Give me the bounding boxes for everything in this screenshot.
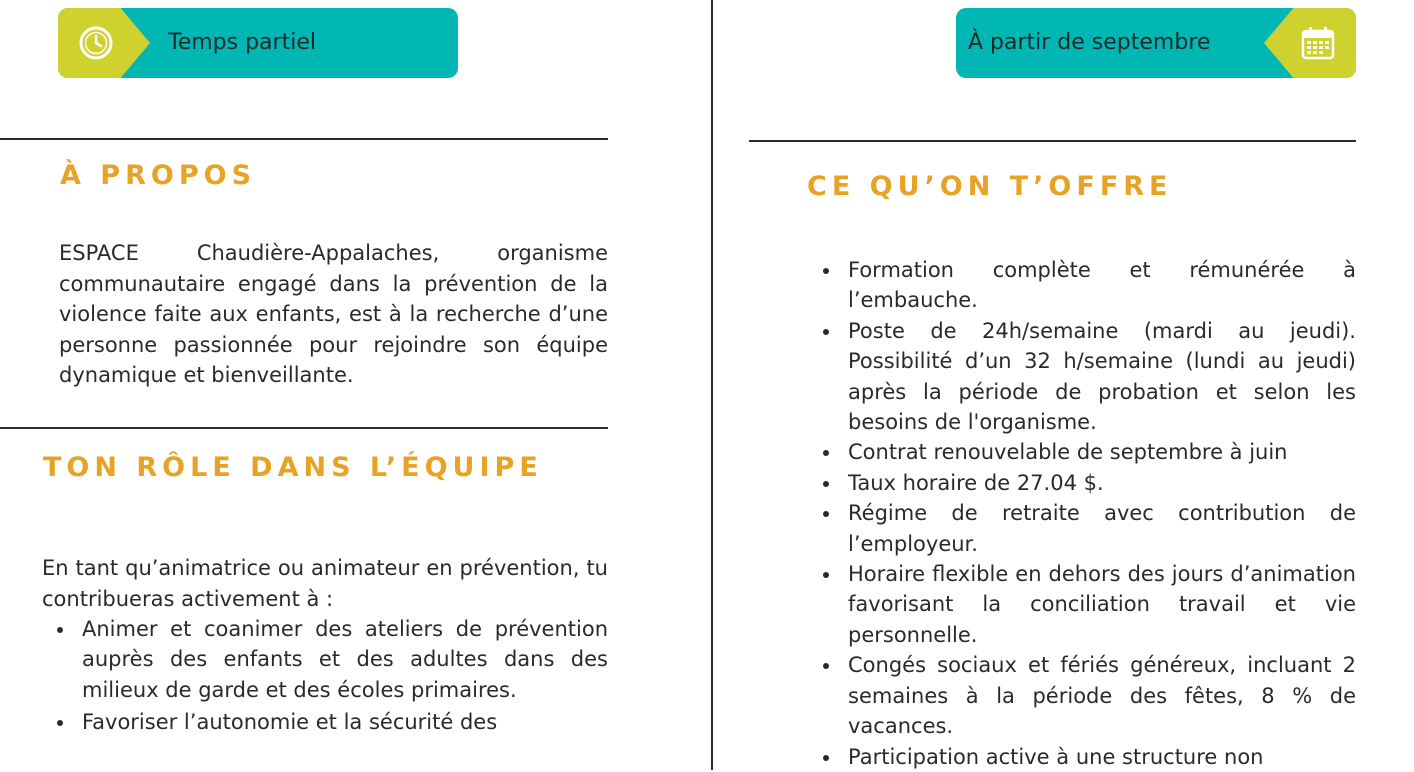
- list-item: Horaire flexible en dehors des jours d’animation favorisant la conciliation travail et vie personnelle.: [808, 559, 1356, 650]
- list-item: Régime de retraite avec contribution de l’employeur.: [808, 498, 1356, 559]
- badge-tab: [1264, 8, 1356, 78]
- list-item: Contrat renouvelable de septembre à juin: [808, 437, 1356, 467]
- column-divider: [711, 0, 713, 770]
- role-heading: TON RÔLE DANS L’ÉQUIPE: [43, 452, 543, 483]
- list-item: Poste de 24h/semaine (mardi au jeudi). Possibilité d’un 32 h/semaine (lundi au jeudi) après la période de probation et selon les besoins de l'organisme.: [808, 316, 1356, 438]
- calendar-icon: [1300, 25, 1336, 61]
- badge-label-schedule: Temps partiel: [168, 30, 316, 55]
- start-date-badge: [956, 8, 1356, 78]
- section-divider: [0, 427, 608, 429]
- role-list: [42, 614, 608, 738]
- list-item: Taux horaire de 27.04 $.: [808, 468, 1356, 498]
- list-item: Participation active à une structure non: [808, 742, 1356, 772]
- offer-heading: CE QU’ON T’OFFRE: [807, 171, 1173, 202]
- badge-tab: [58, 8, 150, 78]
- list-item: Formation complète et rémunérée à l’embauche.: [808, 255, 1356, 316]
- schedule-badge: [58, 8, 458, 78]
- role-intro: En tant qu’animatrice ou animateur en prévention, tu contribueras activement à :: [42, 556, 608, 611]
- offer-list: [808, 255, 1356, 772]
- badge-label-start-date: À partir de septembre: [968, 30, 1211, 55]
- clock-icon: [78, 25, 114, 61]
- section-divider: [0, 138, 608, 140]
- list-item: Congés sociaux et fériés généreux, incluant 2 semaines à la période des fêtes, 8 % de vacances.: [808, 650, 1356, 741]
- about-text: ESPACE Chaudière-Appalaches, organisme communautaire engagé dans la prévention de la violence faite aux enfants, est à la recherche d’une personne passionnée pour rejoindre son équipe dynamique et bienveillante.: [59, 241, 608, 387]
- list-item: Favoriser l’autonomie et la sécurité des: [42, 707, 608, 737]
- section-divider: [749, 140, 1356, 142]
- list-item: Animer et coanimer des ateliers de prévention auprès des enfants et des adultes dans des milieux de garde et des écoles primaires.: [42, 614, 608, 705]
- about-heading: À PROPOS: [60, 160, 257, 191]
